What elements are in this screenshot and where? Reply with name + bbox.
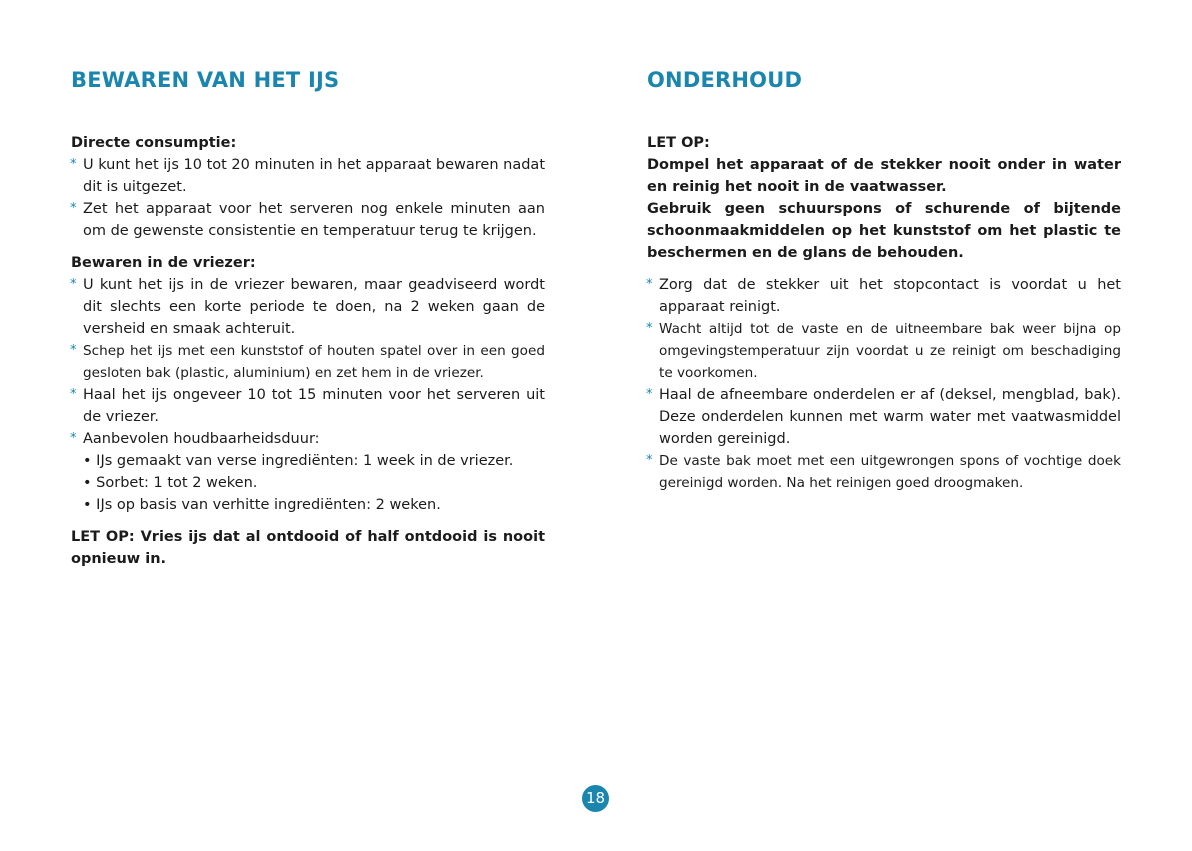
list-item: * Schep het ijs met een kunststof of houten spatel over in een goed gesloten bak (plastic, aluminium) en zet hem in de vriezer. bbox=[71, 340, 545, 384]
list-item: * Zorg dat de stekker uit het stopcontact is voordat u het apparaat reinigt. bbox=[647, 274, 1121, 318]
sub-list-item: • IJs gemaakt van verse ingrediënten: 1 week in de vriezer. bbox=[83, 453, 514, 469]
asterisk-bullet-icon: * bbox=[70, 343, 77, 358]
sub-list-item: • IJs op basis van verhitte ingrediënten: 2 weken. bbox=[83, 497, 441, 513]
list-item: * Haal de afneembare onderdelen er af (deksel, mengblad, bak). Deze onderdelen kunnen met warm water met vaatwasmiddel worden gereinigd. bbox=[647, 384, 1121, 450]
warning-line: Dompel het apparaat of de stekker nooit onder in water en reinig het nooit in de vaatwasser. bbox=[647, 157, 1121, 195]
asterisk-bullet-icon: * bbox=[646, 387, 653, 402]
asterisk-bullet-icon: * bbox=[70, 277, 77, 292]
list-item: * Zet het apparaat voor het serveren nog enkele minuten aan om de gewenste consistentie en temperatuur terug te krijgen. bbox=[71, 198, 545, 242]
warning-line: Gebruik geen schuurspons of schurende of bijtende schoonmaakmiddelen op het kunststof om het plastic te beschermen en de glans de behouden. bbox=[647, 201, 1121, 261]
sub-list-item: • Sorbet: 1 tot 2 weken. bbox=[83, 475, 258, 491]
subheading-freezer: Bewaren in de vriezer: bbox=[71, 255, 256, 271]
asterisk-bullet-icon: * bbox=[70, 157, 77, 172]
asterisk-bullet-icon: * bbox=[646, 277, 653, 292]
right-column bbox=[647, 62, 1121, 494]
list-item: * Haal het ijs ongeveer 10 tot 15 minuten voor het serveren uit de vriezer. bbox=[71, 384, 545, 428]
list-item: * U kunt het ijs in de vriezer bewaren, maar geadviseerd wordt dit slechts een korte periode te doen, na 2 weken gaan de versheid en smaak achteruit. bbox=[71, 274, 545, 340]
list-item: * U kunt het ijs 10 tot 20 minuten in het apparaat bewaren nadat dit is uitgezet. bbox=[71, 154, 545, 198]
page-number-badge: 18 bbox=[582, 785, 609, 812]
list-item: * De vaste bak moet met een uitgewrongen spons of vochtige doek gereinigd worden. Na het reinigen goed droogmaken. bbox=[647, 450, 1121, 494]
section-title-storage: BEWAREN VAN HET IJS bbox=[71, 68, 340, 92]
shelf-life-list bbox=[71, 450, 545, 516]
asterisk-bullet-icon: * bbox=[646, 453, 653, 468]
asterisk-bullet-icon: * bbox=[70, 431, 77, 446]
refreeze-warning: LET OP: Vries ijs dat al ontdooid of half ontdooid is nooit opnieuw in. bbox=[71, 529, 545, 567]
list-item: * Wacht altijd tot de vaste en de uitneembare bak weer bijna op omgevingstemperatuur zijn voordat u ze reinigt om beschadiging te voorkomen. bbox=[647, 318, 1121, 384]
asterisk-bullet-icon: * bbox=[70, 201, 77, 216]
asterisk-bullet-icon: * bbox=[646, 321, 653, 336]
section-title-maintenance: ONDERHOUD bbox=[647, 68, 803, 92]
subheading-direct-consumption: Directe consumptie: bbox=[71, 135, 237, 151]
asterisk-bullet-icon: * bbox=[70, 387, 77, 402]
warning-heading: LET OP: bbox=[647, 135, 710, 151]
left-column bbox=[71, 62, 545, 570]
list-item: * Aanbevolen houdbaarheidsduur: bbox=[71, 428, 545, 450]
